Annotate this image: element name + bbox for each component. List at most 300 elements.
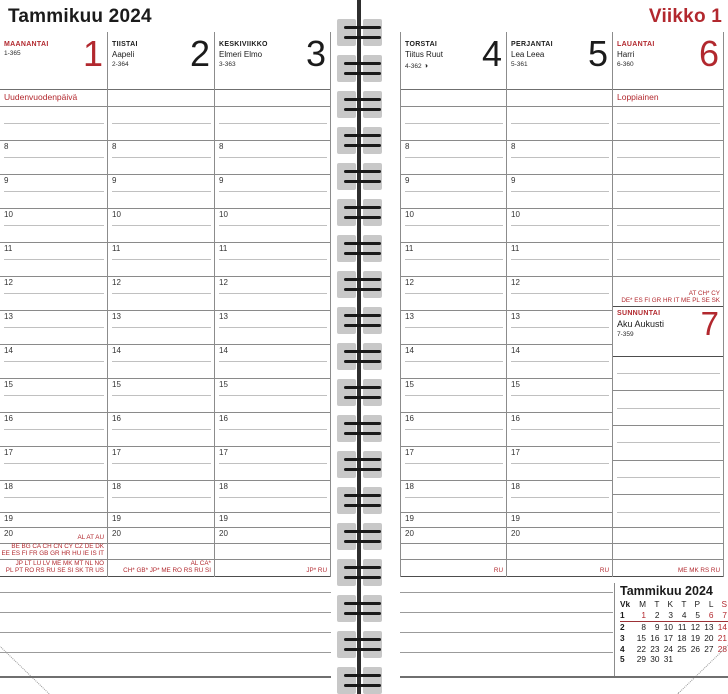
schedule-row <box>613 107 723 124</box>
schedule-row <box>215 158 330 175</box>
hour-row <box>401 243 506 260</box>
holiday-country-codes <box>494 567 503 575</box>
spiral-coil-pad <box>363 91 382 118</box>
calendar-week-row <box>620 621 728 632</box>
spiral-coil-pad <box>363 271 382 298</box>
calendar-week-col-header: Vk <box>620 599 631 610</box>
hour-row <box>401 447 506 464</box>
day-ordinal-label: 5-361 <box>511 61 528 68</box>
calendar-day-cell <box>688 654 702 665</box>
day-ordinal-label: 7-359 <box>617 331 634 338</box>
spiral-coil-pad <box>363 127 382 154</box>
hour-label: 18 <box>112 482 121 491</box>
hour-label: 20 <box>511 529 520 538</box>
spiral-coil-pad <box>363 559 382 586</box>
hour-row <box>401 311 506 328</box>
spiral-coil-pad <box>337 595 356 622</box>
hour-row <box>108 481 214 498</box>
hour-label: 18 <box>511 482 520 491</box>
hour-label: 11 <box>511 244 520 253</box>
schedule-row <box>401 158 506 175</box>
calendar-day-cell: 5 <box>688 610 702 621</box>
spiral-coil <box>344 530 381 533</box>
schedule-row <box>108 430 214 447</box>
hour-row <box>108 277 214 294</box>
schedule-row <box>0 498 107 513</box>
notes-line <box>400 612 613 613</box>
calendar-day-cell: 16 <box>650 632 660 643</box>
calendar-day-cell: 8 <box>641 621 646 632</box>
name-days-label: Aku Aukusti <box>617 319 665 329</box>
hour-row <box>215 243 330 260</box>
hour-row <box>108 345 214 362</box>
hour-row <box>215 528 330 544</box>
schedule-row <box>613 226 723 243</box>
holiday-country-codes <box>78 534 104 542</box>
hour-row <box>0 379 107 396</box>
schedule-row <box>0 362 107 379</box>
hour-row <box>507 209 612 226</box>
day-header <box>401 32 506 90</box>
holiday-country-codes <box>621 290 720 305</box>
spiral-coil-pad <box>337 307 356 334</box>
spiral-coil <box>344 180 381 183</box>
hour-label: 10 <box>511 210 520 219</box>
spiral-coil <box>344 350 381 353</box>
schedule-row <box>108 294 214 311</box>
schedule-row <box>507 158 612 175</box>
spiral-coil <box>344 26 381 29</box>
spiral-coil-pad <box>337 163 356 190</box>
hour-label: 8 <box>4 142 9 151</box>
schedule-row <box>215 90 330 107</box>
spiral-coil <box>344 576 381 579</box>
hour-label: 17 <box>112 448 121 457</box>
notes-line <box>0 612 331 613</box>
schedule-row <box>0 560 107 577</box>
day-name-label: SUNNUNTAI <box>617 310 661 317</box>
holiday-country-codes <box>678 567 720 575</box>
day-name-label: TIISTAI <box>112 41 138 48</box>
schedule-row <box>613 209 723 226</box>
spiral-coil-pad <box>363 19 382 46</box>
notes-line <box>400 652 613 653</box>
hour-label: 12 <box>4 278 13 287</box>
calendar-weekday-header: S <box>721 599 727 610</box>
schedule-row <box>613 461 723 478</box>
hour-label: 10 <box>219 210 228 219</box>
schedule-row <box>613 495 723 513</box>
spiral-coil <box>344 648 381 651</box>
hour-label: 17 <box>511 448 520 457</box>
holiday-country-codes <box>6 560 104 575</box>
country-codes-line: AL CA* <box>190 559 211 567</box>
day-ordinal-label: 4-362 ◑ <box>405 61 428 70</box>
left-page-day-columns <box>0 32 331 577</box>
day-column-maanantai <box>0 32 108 577</box>
day-column-keskiviikko <box>215 32 331 577</box>
hour-label: 20 <box>4 529 13 538</box>
schedule-row <box>401 362 506 379</box>
schedule-row <box>401 430 506 447</box>
schedule-row <box>215 498 330 513</box>
holiday-country-codes <box>306 567 327 575</box>
day-name-label: PERJANTAI <box>511 41 553 48</box>
hour-row <box>0 345 107 362</box>
hour-row <box>108 209 214 226</box>
schedule-row <box>401 107 506 124</box>
hour-label: 14 <box>4 346 13 355</box>
hour-label: 9 <box>511 176 516 185</box>
hour-label: 10 <box>405 210 414 219</box>
moon-phase-icon: ◑ <box>423 61 428 70</box>
spiral-coil <box>344 288 381 291</box>
schedule-row <box>215 107 330 124</box>
calendar-weekday-header: K <box>667 599 673 610</box>
hour-row <box>108 528 214 544</box>
hour-label: 13 <box>4 312 13 321</box>
hour-label: 8 <box>219 142 224 151</box>
spiral-coil <box>344 134 381 137</box>
schedule-row <box>401 192 506 209</box>
hour-label: 19 <box>219 514 228 523</box>
schedule-row <box>108 158 214 175</box>
spiral-coil <box>344 62 381 65</box>
hour-label: 11 <box>112 244 121 253</box>
calendar-day-cell: 24 <box>663 643 673 654</box>
hour-row <box>401 175 506 192</box>
day-ordinal-label: 3-363 <box>219 61 236 68</box>
hour-row <box>0 243 107 260</box>
hour-label: 19 <box>405 514 414 523</box>
calendar-week-number: 1 <box>620 610 634 621</box>
holiday-label: Uudenvuodenpäivä <box>4 92 78 102</box>
day-ordinal-label: 2-364 <box>112 61 129 68</box>
schedule-row <box>613 192 723 209</box>
schedule-row <box>613 560 723 577</box>
country-codes-line: BE BG CA CH CN CY CZ DE DK <box>11 542 104 550</box>
day-number: 3 <box>305 33 326 74</box>
hour-row <box>108 243 214 260</box>
spiral-coil <box>344 566 381 569</box>
day-column-tiistai <box>108 32 215 577</box>
hour-row <box>507 528 612 544</box>
hour-label: 12 <box>219 278 228 287</box>
day-name-label: TORSTAI <box>405 41 438 48</box>
country-codes-line: ME MK RS RU <box>678 567 720 575</box>
name-days-label: Aapeli <box>112 50 135 59</box>
calendar-day-cell: 18 <box>677 632 687 643</box>
schedule-row <box>215 464 330 481</box>
hour-label: 12 <box>112 278 121 287</box>
schedule-row <box>215 544 330 560</box>
day-number: 5 <box>587 33 608 74</box>
calendar-week-number: 2 <box>620 621 625 632</box>
schedule-row <box>401 544 506 560</box>
schedule-row <box>613 478 723 495</box>
hour-row <box>0 141 107 158</box>
calendar-week-row <box>620 632 728 643</box>
spiral-coil-pad <box>363 163 382 190</box>
schedule-row <box>108 260 214 277</box>
hour-label: 11 <box>219 244 228 253</box>
hour-row <box>108 447 214 464</box>
schedule-row <box>613 243 723 260</box>
schedule-row <box>613 158 723 175</box>
hour-label: 16 <box>112 414 121 423</box>
holiday-label: Loppiainen <box>617 92 659 102</box>
spiral-coil-pad <box>337 523 356 550</box>
hour-row <box>401 379 506 396</box>
hour-label: 13 <box>219 312 228 321</box>
calendar-day-cell: 31 <box>663 654 673 665</box>
calendar-day-cell: 29 <box>636 654 646 665</box>
country-codes-line: DE* ES FI GR HR IT ME PL SE SK <box>621 297 720 305</box>
spiral-coil-pad <box>337 379 356 406</box>
name-days-label: Lea Leea <box>511 50 545 59</box>
hour-row <box>108 141 214 158</box>
sunday-header-text <box>613 307 664 356</box>
notes-line <box>0 632 331 633</box>
schedule-row <box>613 443 723 461</box>
hour-row <box>0 175 107 192</box>
hour-row <box>215 447 330 464</box>
hour-label: 9 <box>405 176 410 185</box>
schedule-row <box>401 560 506 577</box>
hour-row <box>507 513 612 528</box>
calendar-day-cell: 25 <box>677 643 687 654</box>
hour-label: 14 <box>511 346 520 355</box>
calendar-day-cell: 7 <box>715 610 728 621</box>
day-column-perjantai <box>507 32 613 577</box>
schedule-row <box>0 430 107 447</box>
schedule-row <box>401 90 506 107</box>
spiral-coil <box>344 144 381 147</box>
holiday-country-codes <box>600 567 609 575</box>
hour-label: 10 <box>4 210 13 219</box>
spiral-coil <box>344 324 381 327</box>
spiral-coil-pad <box>363 235 382 262</box>
schedule-row <box>613 513 723 528</box>
schedule-row <box>0 544 107 560</box>
calendar-day-cell: 28 <box>717 643 727 654</box>
schedule-row <box>215 328 330 345</box>
hour-label: 16 <box>511 414 520 423</box>
hour-row <box>401 277 506 294</box>
calendar-weekday-header: M <box>639 599 646 610</box>
spiral-coil <box>344 108 381 111</box>
hour-label: 16 <box>4 414 13 423</box>
hour-label: 14 <box>219 346 228 355</box>
schedule-row <box>108 464 214 481</box>
calendar-day-cell: 15 <box>636 632 646 643</box>
spiral-coil <box>344 252 381 255</box>
hour-row <box>0 481 107 498</box>
hour-row <box>0 311 107 328</box>
schedule-row <box>613 260 723 277</box>
calendar-day-cell: 4 <box>674 610 688 621</box>
schedule-row <box>507 328 612 345</box>
holiday-row <box>0 90 107 107</box>
hour-row <box>215 209 330 226</box>
schedule-row <box>108 328 214 345</box>
schedule-row <box>507 396 612 413</box>
hour-row <box>215 379 330 396</box>
spiral-coil <box>344 494 381 497</box>
hour-label: 15 <box>405 380 414 389</box>
calendar-day-cell: 21 <box>717 632 727 643</box>
schedule-row <box>401 396 506 413</box>
hour-label: 18 <box>405 482 414 491</box>
hour-row <box>507 175 612 192</box>
spiral-coil <box>344 684 381 687</box>
schedule-row <box>0 192 107 209</box>
hour-row <box>215 481 330 498</box>
day-header <box>613 32 723 90</box>
hour-label: 10 <box>112 210 121 219</box>
day-header <box>108 32 214 90</box>
calendar-week-number: 4 <box>620 643 625 654</box>
schedule-row <box>215 430 330 447</box>
calendar-day-cell: 20 <box>704 632 714 643</box>
schedule-row <box>0 158 107 175</box>
hour-label: 20 <box>219 529 228 538</box>
spiral-coil <box>344 386 381 389</box>
spiral-coil-pad <box>363 523 382 550</box>
schedule-row <box>613 426 723 443</box>
day-ordinal-label: 1-365 <box>4 50 21 57</box>
hour-label: 16 <box>405 414 414 423</box>
schedule-row <box>507 124 612 141</box>
month-title: Tammikuu 2024 <box>8 6 152 27</box>
name-days-label: Harri <box>617 50 635 59</box>
hour-label: 9 <box>112 176 117 185</box>
calendar-day-cell: 3 <box>661 610 675 621</box>
spiral-coil <box>344 674 381 677</box>
hour-row <box>215 277 330 294</box>
calendar-day-cell: 1 <box>634 610 648 621</box>
schedule-row <box>0 294 107 311</box>
day-column-torstai <box>401 32 507 577</box>
schedule-row <box>613 277 723 307</box>
calendar-day-cell: 11 <box>677 621 687 632</box>
schedule-row <box>215 396 330 413</box>
schedule-row <box>507 544 612 560</box>
spiral-coil-pad <box>337 55 356 82</box>
holiday-country-codes <box>1 543 104 558</box>
hour-row <box>507 141 612 158</box>
hour-label: 11 <box>405 244 414 253</box>
day-header <box>215 32 330 90</box>
spiral-coil-pad <box>363 379 382 406</box>
spiral-coil-pad <box>337 451 356 478</box>
calendar-day-cell: 19 <box>690 632 700 643</box>
country-codes-line: AL AT AU <box>77 534 104 542</box>
schedule-row <box>108 498 214 513</box>
mini-calendar-grid <box>620 599 728 665</box>
hour-label: 14 <box>405 346 414 355</box>
hour-row <box>0 413 107 430</box>
sunday-inset-header <box>613 307 723 357</box>
country-codes-line: EE ES FI FR GB GR HR HU IE IS IT <box>1 550 104 558</box>
name-days-label: Tiitus Ruut <box>405 50 443 59</box>
country-codes-line: PL PT RO RS RU SE SI SK TR US <box>5 567 104 575</box>
schedule-row <box>0 226 107 243</box>
spiral-coil-pad <box>363 415 382 442</box>
spiral-coil-pad <box>337 343 356 370</box>
spiral-coil-pad <box>363 631 382 658</box>
week-title: Viikko 1 <box>648 6 722 27</box>
spiral-coil <box>344 396 381 399</box>
hour-row <box>108 175 214 192</box>
notes-line <box>0 592 331 593</box>
schedule-row <box>613 141 723 158</box>
hour-row <box>507 379 612 396</box>
calendar-day-cell: 12 <box>690 621 700 632</box>
hour-row <box>507 447 612 464</box>
spiral-coil <box>344 422 381 425</box>
hour-label: 8 <box>405 142 410 151</box>
spiral-coil <box>344 638 381 641</box>
spiral-coil-pad <box>337 415 356 442</box>
spiral-coil-pad <box>337 487 356 514</box>
schedule-row <box>613 391 723 409</box>
hour-label: 17 <box>405 448 414 457</box>
hour-label: 19 <box>112 514 121 523</box>
hour-label: 15 <box>511 380 520 389</box>
schedule-row <box>215 124 330 141</box>
hour-label: 17 <box>4 448 13 457</box>
spiral-coil-pad <box>337 199 356 226</box>
calendar-weekday-header: T <box>681 599 687 610</box>
schedule-row <box>613 175 723 192</box>
hour-label: 19 <box>511 514 520 523</box>
schedule-row <box>401 498 506 513</box>
spiral-coil-pad <box>337 19 356 46</box>
hour-row <box>0 277 107 294</box>
day-name-label: KESKIVIIKKO <box>219 41 268 48</box>
schedule-row <box>108 362 214 379</box>
holiday-country-codes <box>123 560 211 575</box>
hour-row <box>401 209 506 226</box>
schedule-row <box>507 260 612 277</box>
calendar-week-row <box>620 610 728 621</box>
hour-label: 20 <box>112 529 121 538</box>
hour-row <box>401 413 506 430</box>
hour-row <box>108 311 214 328</box>
schedule-row <box>613 374 723 391</box>
spiral-coil <box>344 432 381 435</box>
notes-line <box>400 632 613 633</box>
schedule-row <box>215 226 330 243</box>
hour-label: 15 <box>112 380 121 389</box>
hour-label: 8 <box>112 142 117 151</box>
schedule-row <box>507 430 612 447</box>
day-header <box>507 32 612 90</box>
day-number: 6 <box>698 33 719 74</box>
hour-row <box>215 345 330 362</box>
schedule-row <box>401 328 506 345</box>
hour-label: 15 <box>4 380 13 389</box>
hour-row <box>215 175 330 192</box>
schedule-row <box>613 544 723 560</box>
schedule-row <box>215 294 330 311</box>
spiral-coil-pad <box>337 631 356 658</box>
spiral-coil <box>344 612 381 615</box>
hour-row <box>401 481 506 498</box>
schedule-row <box>215 560 330 577</box>
hour-label: 16 <box>219 414 228 423</box>
